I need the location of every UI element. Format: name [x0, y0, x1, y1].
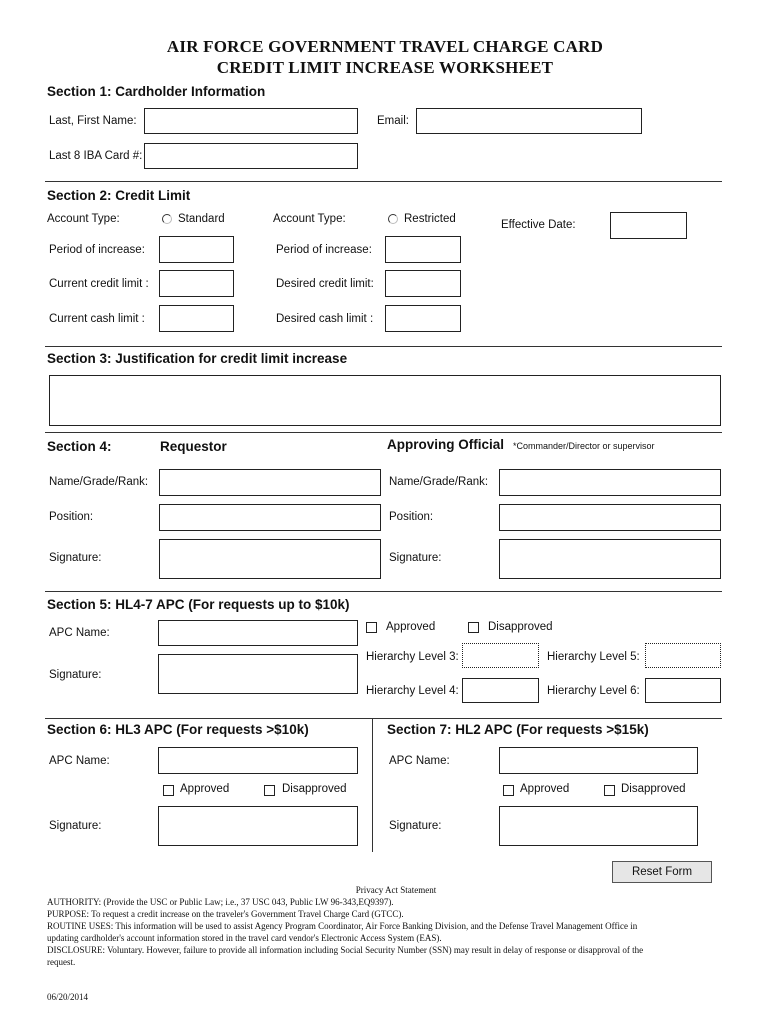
- section7-heading: Section 7: HL2 APC (For requests >$15k): [387, 722, 649, 737]
- divider: [45, 718, 722, 719]
- requestor-name-field[interactable]: [159, 469, 381, 496]
- s5-apc-name-field[interactable]: [158, 620, 358, 646]
- s6-apc-name-label: APC Name:: [49, 755, 110, 767]
- hl6-label: Hierarchy Level 6:: [547, 685, 640, 697]
- approver-name-field[interactable]: [499, 469, 721, 496]
- hl3-field[interactable]: [462, 643, 539, 668]
- justification-field[interactable]: [49, 375, 721, 426]
- section1-heading: Section 1: Cardholder Information: [47, 84, 266, 99]
- s7-apc-name-label: APC Name:: [389, 755, 450, 767]
- hl5-field[interactable]: [645, 643, 721, 668]
- form-title-line2: CREDIT LIMIT INCREASE WORKSHEET: [216, 58, 554, 77]
- period-label-right: Period of increase:: [276, 244, 372, 256]
- hl6-field[interactable]: [645, 678, 721, 703]
- privacy-text: [47, 896, 727, 968]
- approver-signature-field[interactable]: [499, 539, 721, 579]
- restricted-radio[interactable]: [388, 214, 398, 224]
- section4-heading: Section 4:: [47, 439, 112, 454]
- s7-approved-checkbox[interactable]: [503, 785, 514, 796]
- s7-disapproved-checkbox[interactable]: [604, 785, 615, 796]
- account-type-label-left: Account Type:: [47, 213, 120, 225]
- section5-heading: Section 5: HL4-7 APC (For requests up to $10k): [47, 597, 350, 612]
- s6-disapproved-checkbox[interactable]: [264, 785, 275, 796]
- form-title-line1: AIR FORCE GOVERNMENT TRAVEL CHARGE CARD: [166, 37, 604, 56]
- s6-apc-name-field[interactable]: [158, 747, 358, 774]
- standard-option[interactable]: [162, 213, 225, 225]
- current-credit-field[interactable]: [159, 270, 234, 297]
- s7-apc-name-field[interactable]: [499, 747, 698, 774]
- s5-signature-field[interactable]: [158, 654, 358, 694]
- divider: [45, 591, 722, 592]
- form-date: 06/20/2014: [47, 992, 89, 1002]
- s6-disapproved-label: Disapproved: [282, 783, 347, 795]
- account-type-label-right: Account Type:: [273, 213, 346, 225]
- s7-approved-label: Approved: [520, 783, 570, 795]
- privacy-authority: AUTHORITY: (Provide the USC or Public Law; i.e., 37 USC 043, Public LW 96-343,EQ9397).: [47, 897, 394, 907]
- s6-signature-label: Signature:: [49, 820, 102, 832]
- column-divider: [372, 718, 373, 852]
- s5-disapproved-checkbox[interactable]: [468, 622, 479, 633]
- hl4-field[interactable]: [462, 678, 539, 703]
- s6-signature-field[interactable]: [158, 806, 358, 846]
- s6-approved-label: Approved: [180, 783, 230, 795]
- reset-form-button[interactable]: Reset Form: [612, 861, 712, 883]
- email-field[interactable]: [416, 108, 642, 134]
- desired-credit-field[interactable]: [385, 270, 461, 297]
- period-field-left[interactable]: [159, 236, 234, 263]
- s7-signature-field[interactable]: [499, 806, 698, 846]
- card-number-label: Last 8 IBA Card #:: [49, 150, 143, 162]
- standard-radio[interactable]: [162, 214, 172, 224]
- section6-heading: Section 6: HL3 APC (For requests >$10k): [47, 722, 309, 737]
- requestor-signature-field[interactable]: [159, 539, 381, 579]
- period-field-right[interactable]: [385, 236, 461, 263]
- section3-heading: Section 3: Justification for credit limit increase: [47, 351, 348, 366]
- privacy-disclosure: DISCLOSURE: Voluntary. However, failure to provide all information including Social Security Number (SSN) may result in delay of response or disapproval of the: [47, 945, 644, 955]
- section2-heading: Section 2: Credit Limit: [47, 188, 191, 203]
- desired-cash-label: Desired cash limit :: [276, 313, 374, 325]
- desired-credit-label: Desired credit limit:: [276, 278, 374, 290]
- card-number-field[interactable]: [144, 143, 358, 169]
- requestor-position-label: Position:: [49, 511, 94, 523]
- current-credit-label: Current credit limit :: [49, 278, 149, 290]
- privacy-routine-uses-cont: updating cardholder's account information stored in the travel card vendor's Electronic Access System (EAS).: [47, 933, 442, 943]
- s5-approved-checkbox[interactable]: [366, 622, 377, 633]
- approver-position-field[interactable]: [499, 504, 721, 531]
- restricted-label: Restricted: [404, 213, 456, 225]
- privacy-routine-uses: ROUTINE USES: This information will be used to assist Agency Program Coordinator, Air Force Banking Division, and the Defense Travel Management Office in: [47, 921, 638, 931]
- s5-approved-label: Approved: [386, 621, 436, 633]
- divider: [45, 432, 722, 433]
- current-cash-label: Current cash limit :: [49, 313, 145, 325]
- current-cash-field[interactable]: [159, 305, 234, 332]
- privacy-purpose: PURPOSE: To request a credit increase on the traveler's Government Travel Charge Card (GTCC).: [47, 909, 404, 919]
- s5-apc-name-label: APC Name:: [49, 627, 110, 639]
- approver-name-label: Name/Grade/Rank:: [389, 476, 489, 488]
- standard-label: Standard: [178, 213, 225, 225]
- requestor-position-field[interactable]: [159, 504, 381, 531]
- cardholder-name-field[interactable]: [144, 108, 358, 134]
- divider: [45, 346, 722, 347]
- s5-signature-label: Signature:: [49, 669, 102, 681]
- s7-disapproved-label: Disapproved: [621, 783, 686, 795]
- effective-date-field[interactable]: [610, 212, 687, 239]
- email-label: Email:: [377, 115, 409, 127]
- approver-signature-label: Signature:: [389, 552, 442, 564]
- s6-approved-checkbox[interactable]: [163, 785, 174, 796]
- hl4-label: Hierarchy Level 4:: [366, 685, 459, 697]
- name-label: Last, First Name:: [49, 115, 137, 127]
- hl5-label: Hierarchy Level 5:: [547, 651, 640, 663]
- approver-position-label: Position:: [389, 511, 434, 523]
- desired-cash-field[interactable]: [385, 305, 461, 332]
- approving-official-heading: Approving Official: [387, 437, 505, 452]
- privacy-disclosure-cont: request.: [47, 957, 76, 967]
- approving-official-note: *Commander/Director or supervisor: [513, 441, 655, 451]
- period-label-left: Period of increase:: [49, 244, 145, 256]
- hl3-label: Hierarchy Level 3:: [366, 651, 459, 663]
- requestor-signature-label: Signature:: [49, 552, 102, 564]
- requestor-name-label: Name/Grade/Rank:: [49, 476, 149, 488]
- requestor-heading: Requestor: [160, 439, 227, 454]
- s7-signature-label: Signature:: [389, 820, 442, 832]
- divider: [45, 181, 722, 182]
- effective-date-label: Effective Date:: [501, 219, 576, 231]
- s5-disapproved-label: Disapproved: [488, 621, 553, 633]
- privacy-heading: Privacy Act Statement: [355, 885, 437, 895]
- restricted-option[interactable]: [388, 213, 456, 225]
